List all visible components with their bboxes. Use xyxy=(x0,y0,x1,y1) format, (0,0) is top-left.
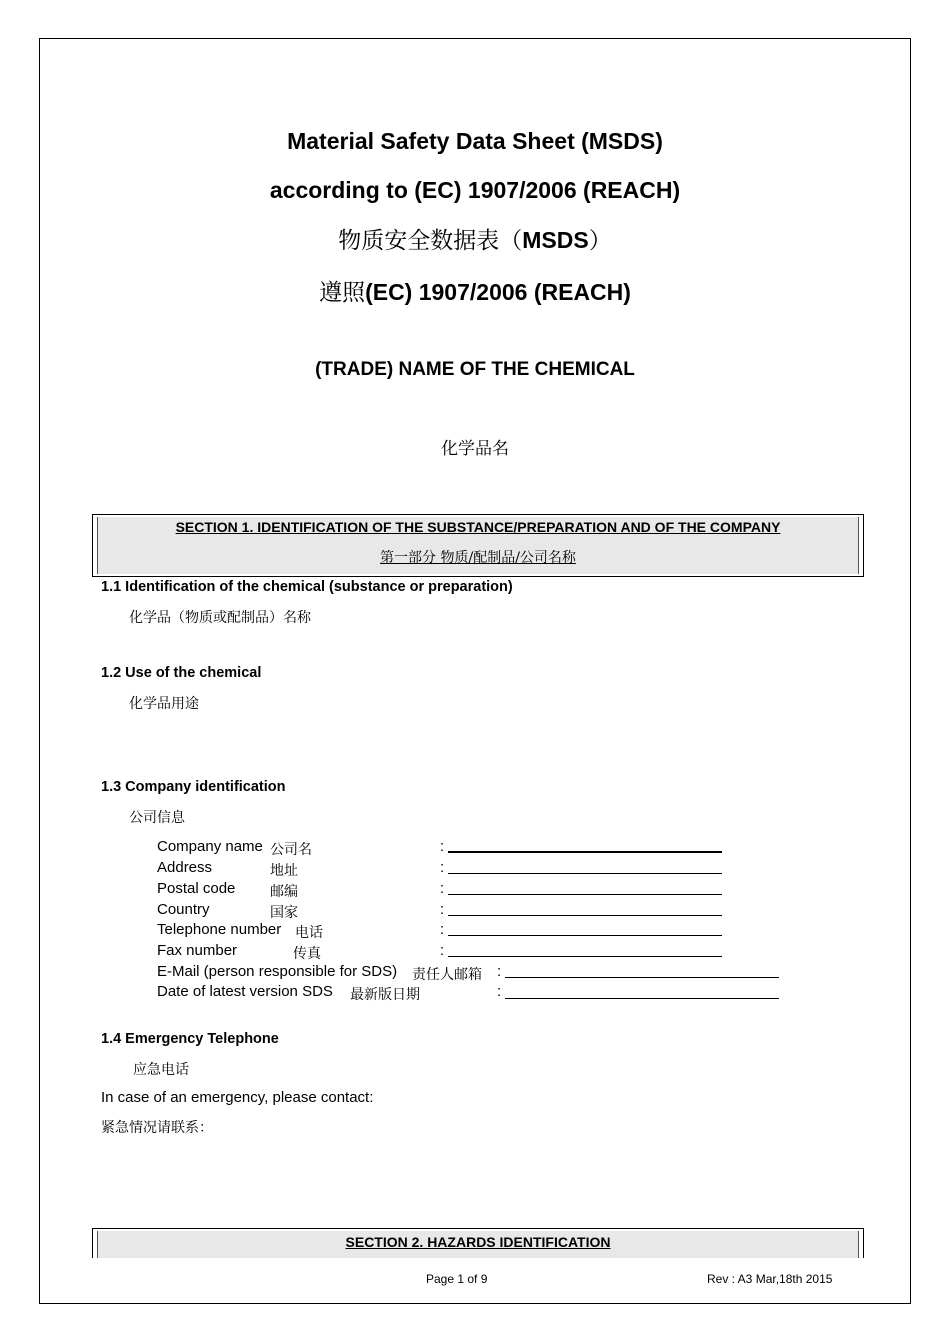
trade-name-en: (TRADE) NAME OF THE CHEMICAL xyxy=(315,359,635,380)
address-field[interactable] xyxy=(448,873,722,874)
title-cn-1 xyxy=(0,226,950,255)
field-label-cn: 公司名 xyxy=(270,842,312,858)
s1-2-cn: 化学品用途 xyxy=(129,696,199,712)
s1-1-cn: 化学品（物质或配制品）名称 xyxy=(129,610,311,626)
company-name-field[interactable] xyxy=(448,851,722,853)
field-colon: : xyxy=(440,942,445,959)
field-label: E-Mail (person responsible for SDS) xyxy=(157,963,398,980)
field-label: Company name xyxy=(157,838,263,855)
field-label: Date of latest version SDS xyxy=(157,983,333,1000)
s1-1-heading: 1.1 Identification of the chemical (substance or preparation) xyxy=(101,579,513,595)
field-label: Fax number xyxy=(157,942,238,959)
postal-code-field[interactable] xyxy=(448,894,722,895)
field-label-cn: 地址 xyxy=(270,863,298,879)
field-colon: : xyxy=(440,901,445,918)
s1-4-cn: 应急电话 xyxy=(133,1062,189,1078)
section2-header-inner xyxy=(97,1231,859,1258)
section1-title: SECTION 1. IDENTIFICATION OF THE SUBSTANCE/PREPARATION AND OF THE COMPANY xyxy=(175,519,781,535)
field-label: Country xyxy=(157,901,210,918)
field-colon: : xyxy=(497,963,502,980)
title-cn-2-prefix: 遵照 xyxy=(319,280,366,306)
revision-info: Rev : A3 Mar,18th 2015 xyxy=(707,1272,833,1286)
emergency-contact-cn: 紧急情况请联系： xyxy=(101,1120,213,1136)
section2-title: SECTION 2. HAZARDS IDENTIFICATION xyxy=(345,1234,611,1250)
field-label: Postal code xyxy=(157,880,236,897)
field-colon: : xyxy=(440,921,445,938)
email-field[interactable] xyxy=(505,977,779,978)
fax-field[interactable] xyxy=(448,956,722,957)
title-cn-2 xyxy=(0,278,950,307)
field-label-cn: 国家 xyxy=(270,905,298,921)
title-cn-1-bold: MSDS xyxy=(522,227,589,253)
section1-header xyxy=(92,514,864,577)
field-label-cn: 邮编 xyxy=(270,884,298,900)
section2-header xyxy=(92,1228,864,1258)
title-cn-1-prefix: 物质安全数据表（ xyxy=(338,228,523,254)
field-label: Telephone number xyxy=(157,921,282,938)
s1-2-heading: 1.2 Use of the chemical xyxy=(101,665,262,681)
field-colon: : xyxy=(497,983,502,1000)
emergency-contact-en: In case of an emergency, please contact: xyxy=(101,1089,374,1106)
field-label-cn: 最新版日期 xyxy=(350,987,420,1003)
page-number: Page 1 of 9 xyxy=(426,1272,488,1286)
title-en-2: according to (EC) 1907/2006 (REACH) xyxy=(269,177,681,203)
title-cn-1-suffix: ） xyxy=(588,228,612,254)
section1-header-inner xyxy=(97,517,859,574)
s1-3-cn: 公司信息 xyxy=(129,810,185,826)
s1-4-heading: 1.4 Emergency Telephone xyxy=(101,1031,279,1047)
title-cn-2-bold: (EC) 1907/2006 (REACH) xyxy=(365,279,631,305)
field-colon: : xyxy=(440,838,445,855)
telephone-field[interactable] xyxy=(448,935,722,936)
title-en-1: Material Safety Data Sheet (MSDS) xyxy=(287,128,663,154)
sds-date-field[interactable] xyxy=(505,998,779,999)
field-label-cn: 传真 xyxy=(293,946,321,962)
field-label-cn: 责任人邮箱 xyxy=(412,967,482,983)
section1-title-cn: 第一部分 物质/配制品/公司名称 xyxy=(380,550,576,566)
trade-name-cn: 化学品名 xyxy=(441,439,509,459)
field-label-cn: 电话 xyxy=(295,925,323,941)
field-label: Address xyxy=(157,859,213,876)
s1-3-heading: 1.3 Company identification xyxy=(101,779,286,795)
field-colon: : xyxy=(440,880,445,897)
field-colon: : xyxy=(440,859,445,876)
country-field[interactable] xyxy=(448,915,722,916)
